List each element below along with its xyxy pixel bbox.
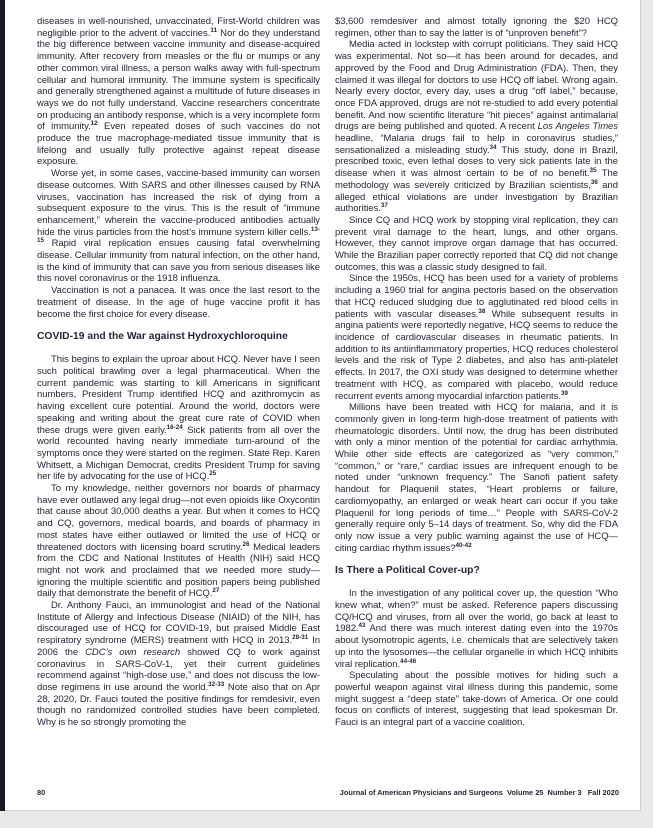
paragraph: [37, 354, 320, 483]
journal-citation: Journal of American Physicians and Surgeons Volume 25 Number 3 Fall 2020: [339, 788, 619, 797]
text-run: In the investigation of any political cover up, the question “Who knew what, when?” must be asked. Reference papers discussing CQ/HCQ and viruses, from all over the world, go back at least to 1982.: [335, 588, 618, 635]
paragraph: [335, 402, 618, 554]
text-run: Sick patients from all over the world recounted having nearly immediate turn-around of the symptoms once they were started on the regimen. State Rep. Karen Whitsett, a Michigan Democrat, credits President Trump for saving her life by advocating for the use of HCQ.: [37, 424, 321, 483]
text-run: In 2006 the: [37, 635, 321, 658]
text-run: Millions have been treated with HCQ for malaria, and it is commonly given in long-term high-dose treatment of patients with rheumatologic disorders. Until now, the drug has been distributed with only a minor mention of the potential for cardiac arrhythmia. While other side effects are categorized as “very common,” “common,” or “rare,” cardiac issues are infrequent enough to be noted under “unknown frequency.” The Sanofi patient safety handout for Plaquenil states, “Heart problems or failure, cardiomyopathy, an enlarged or weak heart can occur if you take Plaquenil for long periods of time…” People with SARS-CoV-2 generally require only 5–14 days of treatment. So, why did the FDA only now issue a very public warning against the use of HCQ—citing cardiac rhythm issues?: [335, 402, 618, 554]
text-run: This study, done in Brazil, prescribed toxic, even lethal doses to very sick patients late in the disease when it was almost certain to be of no benefit.: [335, 144, 618, 180]
paragraph: [335, 670, 618, 729]
text-run: Medical leaders from the CDC and National Institutes of Health (NIH) said HCQ might not work and proclaimed that we needed more study—ignoring the multiple scientific and position papers being published daily that demonstrate the benefit of HCQ.: [37, 541, 321, 600]
text-run: While subsequent results in angina patients were reportedly negative, HCQ seems to reduce the incidence of cardiovascular diseases in rheumatic patients. In addition to its antiinflammatory properties, HCQ reduces cholesterol levels and the risk of Type 2 diabetes, and also has anti-platelet effects. In 2017, the OXI study was designed to determine whether treatment with HCQ, as compared with placebo, would reduce recurrent events among myocardial infarction patients.: [335, 308, 618, 402]
right-column: [335, 16, 618, 729]
reference-superscript: 40-42: [455, 541, 472, 549]
reference-superscript: 25: [209, 470, 217, 478]
paragraph: [335, 215, 618, 274]
text-run: Dr. Anthony Fauci, an immunologist and head of the National Institute of Allergy and Infectious Disease (NIAID) of the NIH, has discouraged use of HCQ for COVID-19, but praised Middle East respiratory syndrome (MERS) treatment with HCQ in 2013.: [37, 600, 320, 647]
reference-superscript: 34: [489, 143, 497, 151]
italic-text: Los Angeles Times: [537, 121, 618, 133]
text-run: Since CQ and HCQ work by stopping viral replication, they can prevent viral damage to the heart, lungs, and other organs. However, they cannot improve organ damage that has occurred. While the Brazilian paper correctly reported that CQ did not change outcomes, this was a classic study designed to fail.: [335, 214, 618, 273]
text-run: Nor do they understand the big difference between vaccine immunity and disease-acquired immunity. After recovery from measles or the flu or mumps or any other common viral illness, a person walks away with full-spectrum cellular and humoral immunity. The immune system is specifically and generally strengthened against a multitude of future diseases in ways we do not fully understand. Vaccine researchers concentrate on producing an antibody response, which is a very incomplete form of immunity.: [37, 27, 321, 133]
paragraph: [37, 483, 320, 600]
text-run: The methodology was severely criticized by Brazilian scientists,: [335, 168, 618, 191]
paragraph: [37, 600, 320, 729]
reference-superscript: 13-15: [37, 225, 320, 245]
reference-superscript: 11: [210, 26, 218, 34]
reference-superscript: 12: [90, 120, 98, 128]
text-run: Rapid viral replication ensues causing fatal overwhelming disease. Cellular immunity from natural infection, on the other hand, is the kind of immunity that can save you from serious diseases like this novel coronavirus or the 1918 influenza.: [37, 238, 320, 285]
paragraph: [37, 168, 320, 285]
paragraph: [335, 39, 618, 215]
reference-superscript: 38: [478, 307, 486, 315]
text-run: Worse yet, in some cases, vaccine-based immunity can worsen disease outcomes. With SARS and other illnesses caused by RNA viruses, vaccination has increased the risk of dying from a subsequent exposure to the virus. This is the result of “immune enhancement,” wherein the vaccine-produced antibodies actually hide the virus particles from the host’s immune system killer cells.: [37, 168, 320, 238]
reference-superscript: 32-33: [208, 680, 225, 688]
text-run: $3,600 remdesiver and almost totally ignoring the $20 HCQ regimen, other than to say the latter is of “unproven benefit”?: [335, 16, 618, 39]
reference-superscript: 36: [590, 178, 598, 186]
reference-superscript: 43: [358, 622, 366, 630]
reference-superscript: 44-46: [400, 657, 417, 665]
text-run: showed CQ to work against coronavirus in SARS-CoV-1, yet their current guidelines recommend against “high-dose use,” and does not discuss the low-dose regimens in use around the world.: [37, 646, 321, 693]
paragraph: [335, 16, 618, 39]
page-footer: [37, 788, 619, 797]
paragraph: [37, 16, 320, 168]
text-run: To my knowledge, neither governors nor boards of pharmacy have ever outlawed any legal drug—not even opioids like Oxycontin that cause about 30,000 deaths a year. But when it comes to HCQ and CQ, governors, medical boards, and boards of pharmacy in most states have either outlawed or limited the use of HCQ or threatened doctors with licensing board scrutiny.: [37, 483, 320, 553]
reference-superscript: 39: [560, 389, 568, 397]
text-run: And there was much interest dating even into the 1970s about lysomotropic agents, i.e. chemicals that are selectively taken up into the lysosomes—the cellular organelle in which HCQ inhibits viral replication.: [335, 623, 618, 670]
text-run: Since the 1950s, HCQ has been used for a variety of problems including a 1960 trial for angina pectoris based on the observation that HCQ reduced sludging due to agglutinated red blood cells in patients with vascular diseases.: [335, 273, 618, 320]
text-run: and alleged ethical violations are under investigation by Brazilian authorities.: [335, 179, 618, 215]
section-heading: COVID-19 and the War against Hydroxychloroquine: [37, 331, 288, 343]
reference-superscript: 35: [589, 166, 597, 174]
paragraph: [335, 588, 618, 670]
text-run: Media acted in lockstep with corrupt politicians. They said HCQ was experimental. Not so—it has been around for decades, and approved by the Food and Drug Administration (FDA). Then, they claimed it was illegal for doctors to use HCQ off label. Wrong again. Nearly every doctor, every day, uses a drug “off label,” because, once FDA approved, drugs are not re-studied to add every potential benefit. And now scientific literature “hit pieces” against antimalarial drugs are being published and quoted. A recent: [335, 39, 618, 133]
reference-superscript: 28-31: [292, 634, 309, 641]
page-number: 80: [37, 788, 46, 797]
text-run: Even repeated doses of such vaccines do not produce the true macrophage-mediated tissue immunity that is lifelong and usually fully protective against repeat disease exposure.: [37, 121, 320, 168]
paragraph: [37, 285, 320, 320]
text-run: Speculating about the possible motives for hiding such a powerful weapon against viral illness during this pandemic, some might suggest a “deep state” take-down of America. Or one could focus on conflicts of interest, suggesting that lead spokesman Dr. Fauci is an integral part of a vaccine coalition.: [335, 670, 618, 729]
journal-page: [5, 0, 641, 811]
reference-superscript: 27: [212, 587, 220, 595]
text-run: Vaccination is not a panacea. It was once the last resort to the treatment of disease. In the age of huge vaccine profit it has become the first choice for every disease.: [37, 285, 320, 320]
left-column: [37, 16, 320, 729]
paragraph: [335, 273, 618, 402]
two-column-text: [37, 16, 619, 729]
text-run: headline, “Malaria drugs fail to help in coronavirus studies,” sensationalized a misleading study.: [335, 133, 618, 156]
italic-text: CDC’s own research: [85, 646, 181, 658]
reference-superscript: 37: [380, 202, 388, 210]
reference-superscript: 26: [242, 540, 250, 548]
reference-superscript: 16-24: [166, 423, 183, 431]
text-run: diseases in well-nourished, unvaccinated, First-World children was negligible prior to the advent of vaccines.: [37, 16, 320, 39]
text-run: This begins to explain the uproar about HCQ. Never have I seen such political brawling over a legal pharmaceutical. When the current pandemic was starting to kill Americans in significant numbers, President Trump identified HCQ and azithromycin as having excellent cure potential. Around the world, doctors were speaking and writing about the great cure rate of COVID when these drugs were given early.: [37, 354, 320, 436]
text-run: Note also that on Apr 28, 2020, Dr. Fauci touted the positive findings for remdesivir, even though no randomized controlled studies have been completed. Why is he so strongly promoting the: [37, 681, 320, 729]
section-heading: Is There a Political Cover-up?: [335, 565, 480, 577]
